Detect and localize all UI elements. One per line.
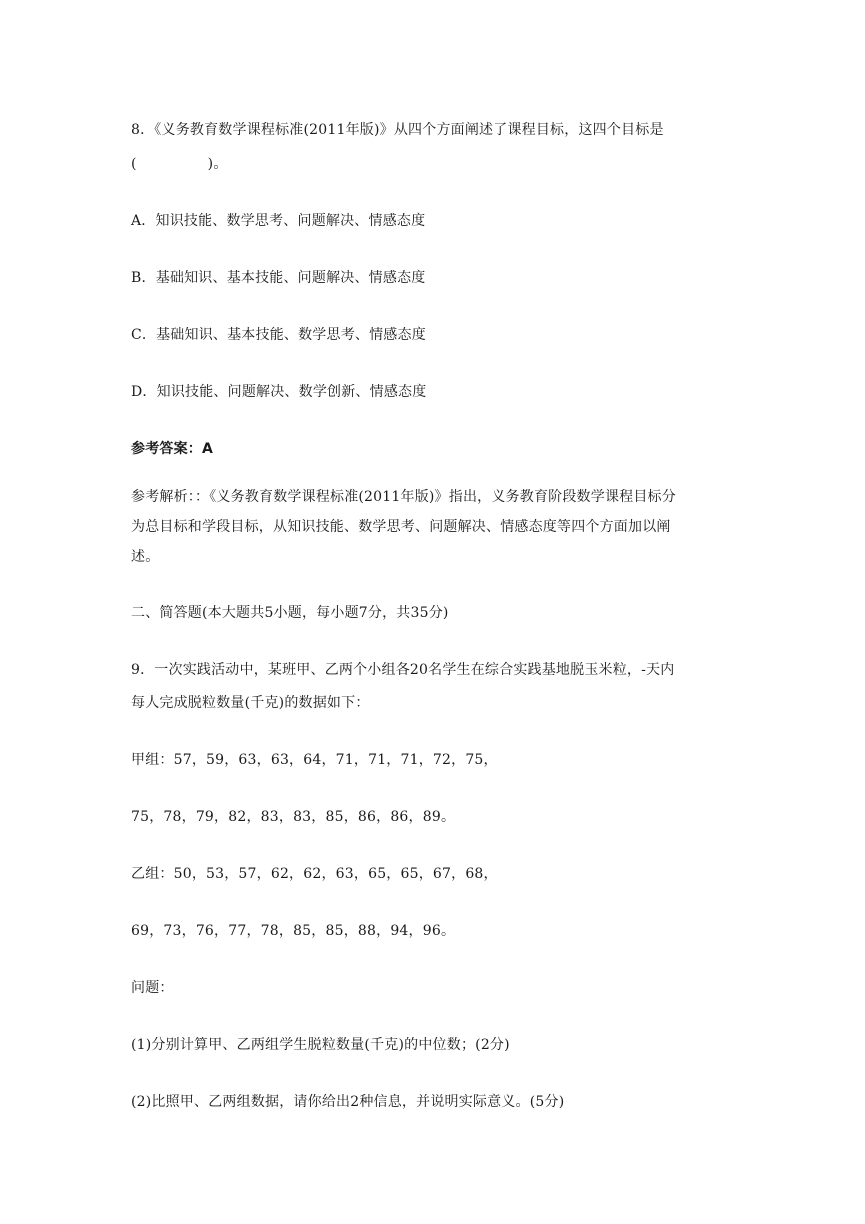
q9-group-b-line1: 乙组：50，53，57，62，62，63，65，65，67，68，: [131, 866, 498, 882]
q9-group-a-line1: 甲组：57，59，63，63，64，71，71，71，72，75，: [131, 752, 498, 768]
q9-subquestion-1: (1)分别计算甲、乙两组学生脱粒数量(千克)的中位数；(2分): [131, 1037, 510, 1053]
q8-option-b: B．基础知识、基本技能、问题解决、情感态度: [131, 270, 426, 286]
q9-subquestion-2: (2)比照甲、乙两组数据，请你给出2种信息，并说明实际意义。(5分): [131, 1094, 565, 1110]
q8-stem-line2: ( )。: [131, 156, 228, 172]
q9-intro-line2: 每人完成脱粒数量(千克)的数据如下：: [131, 695, 370, 711]
q8-option-c: C．基础知识、基本技能、数学思考、情感态度: [131, 327, 426, 343]
q8-option-a: A．知识技能、数学思考、问题解决、情感态度: [131, 213, 426, 229]
q9-question-label: 问题：: [131, 980, 174, 996]
q8-option-d: D．知识技能、问题解决、数学创新、情感态度: [131, 384, 427, 400]
q8-stem-line1: 8．《义务教育数学课程标准(2011年版)》从四个方面阐述了课程目标，这四个目标是: [131, 122, 664, 138]
q9-group-a-line2: 75，78，79，82，83，83，85，86，86，89。: [131, 809, 456, 825]
q8-analysis-line1: 参考解析：：《义务教育数学课程标准(2011年版)》指出，义务教育阶段数学课程目标分: [131, 489, 676, 505]
q8-answer: 参考答案：A: [131, 441, 214, 457]
q8-analysis-line3: 述。: [131, 549, 160, 565]
q8-analysis-line2: 为总目标和学段目标，从知识技能、数学思考、问题解决、情感态度等四个方面加以阐: [131, 519, 671, 535]
q9-group-b-line2: 69，73，76，77，78，85，85，88，94，96。: [131, 923, 456, 939]
q9-intro-line1: 9．一次实践活动中，某班甲、乙两个小组各20名学生在综合实践基地脱玉米粒，-天内: [131, 662, 675, 678]
section-heading: 二、简答题(本大题共5小题，每小题7分，共35分): [131, 605, 449, 621]
